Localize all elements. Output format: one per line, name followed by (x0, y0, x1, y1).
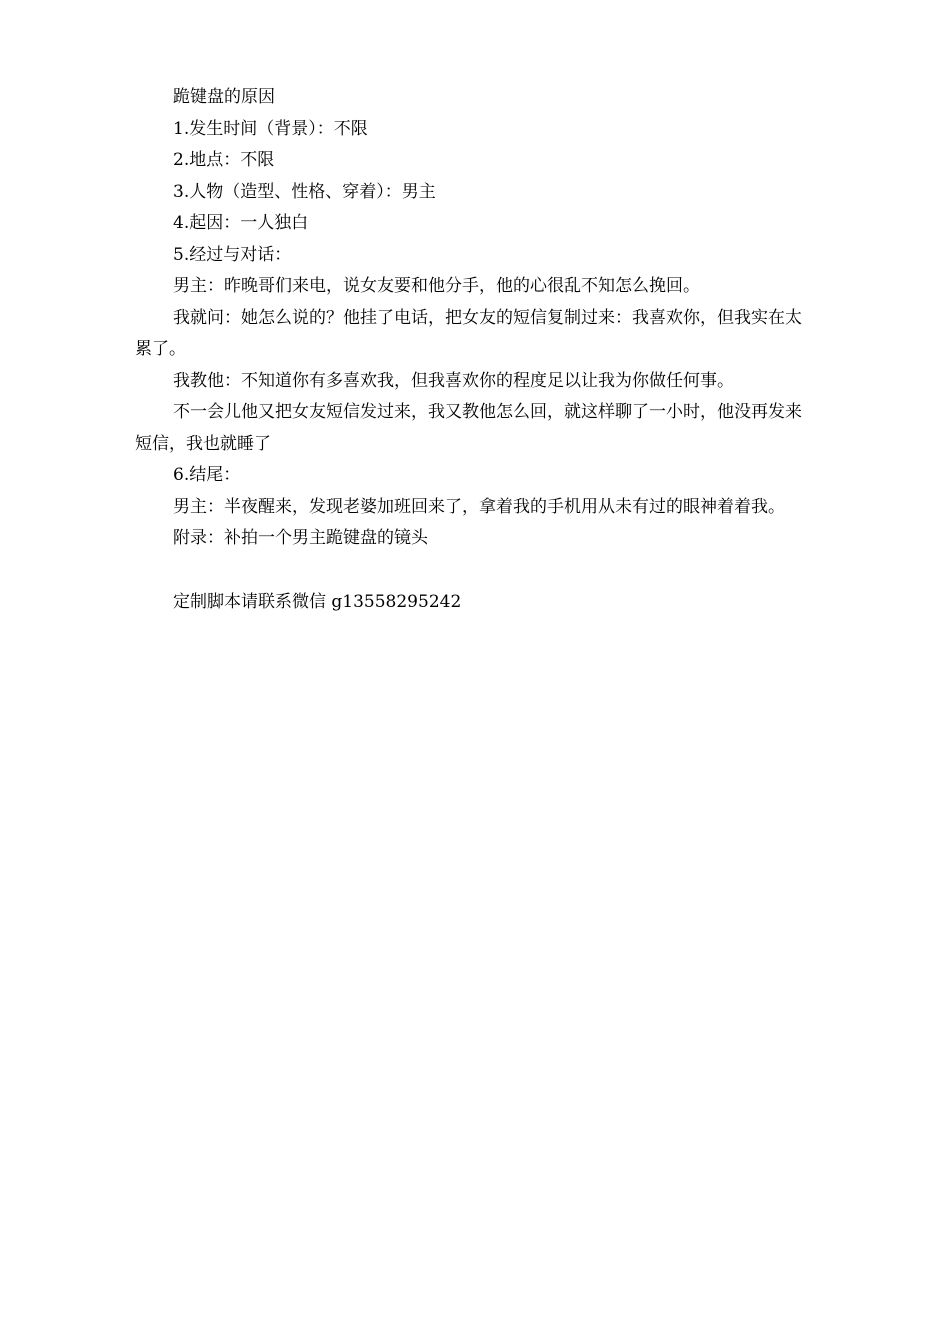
blank-line (135, 555, 807, 587)
item-cause: 4.起因：一人独白 (173, 213, 309, 233)
item-time: 1.发生时间（背景）：不限 (173, 118, 368, 139)
dialogue-line: 不一会儿他又把女友短信发过来，我又教他怎么回，就这样聊了一小时，他没再发来短信，我也就睡了 (135, 402, 802, 454)
dialogue-line: 男主：昨晚哥们来电，说女友要和他分手，他的心很乱不知怎么挽回。 (173, 276, 700, 296)
item-place: 2.地点：不限 (173, 150, 275, 170)
item-process-heading: 5.经过与对话： (173, 244, 292, 265)
ending-text: 男主：半夜醒来，发现老婆加班回来了，拿着我的手机用从未有过的眼神着着我。 (173, 496, 785, 517)
document-body (135, 82, 807, 618)
appendix-text: 附录：补拍一个男主跪键盘的镜头 (173, 528, 428, 548)
dialogue-line: 我就问：她怎么说的？他挂了电话，把女友的短信复制过来：我喜欢你，但我实在太累了。 (135, 307, 802, 359)
document-title: 跪键盘的原因 (173, 87, 275, 107)
dialogue-line: 我教他：不知道你有多喜欢我，但我喜欢你的程度足以让我为你做任何事。 (173, 370, 734, 391)
contact-text: 定制脚本请联系微信 g13558295242 (173, 591, 462, 612)
ending-heading: 6.结尾： (173, 465, 241, 485)
item-characters: 3.人物（造型、性格、穿着）：男主 (173, 181, 436, 202)
